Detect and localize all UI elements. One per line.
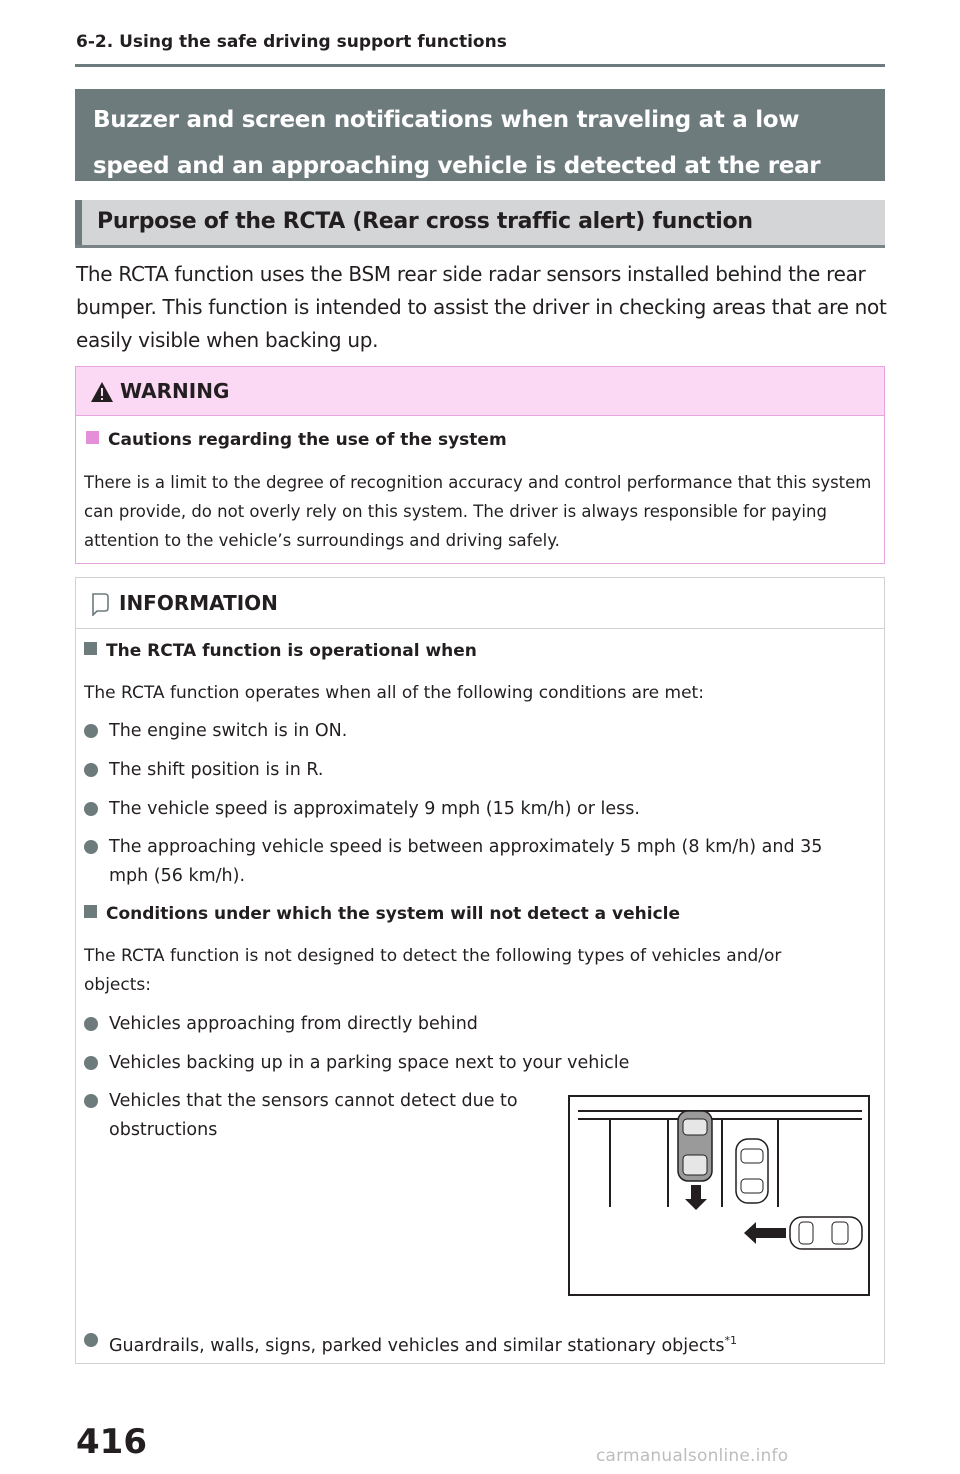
bullet-dot-icon xyxy=(84,724,98,738)
warning-body: There is a limit to the degree of recognition accuracy and control performance that this system can provide, do not overly rely on this system. The driver is always responsible for paying attention to the vehicle’s surroundings and driving safely. xyxy=(84,473,872,550)
bullet-dot-icon xyxy=(84,1333,98,1347)
sub-heading-title: Purpose of the RCTA (Rear cross traffic alert) function xyxy=(97,209,753,234)
square-bullet-icon xyxy=(84,905,97,918)
header-divider xyxy=(75,64,885,67)
rcta-operational-heading: The RCTA function is operational when xyxy=(84,641,477,661)
list-item: Vehicles that the sensors cannot detect due to obstructions xyxy=(84,1087,544,1145)
warning-square-bullet-icon xyxy=(86,431,99,444)
parking-obstruction-illustration xyxy=(568,1095,870,1296)
bullet-dot-icon xyxy=(84,1017,98,1031)
banner-heading xyxy=(75,89,885,181)
bullet-dot-icon xyxy=(84,1056,98,1070)
sub-heading-accent xyxy=(75,200,82,245)
square-bullet-icon xyxy=(84,642,97,655)
page-number: 416 xyxy=(76,1422,147,1462)
list-item: The approaching vehicle speed is between approximately 5 mph (8 km/h) and 35 mph (56 km/h). xyxy=(84,833,854,891)
footnote-mark: *1 xyxy=(724,1334,737,1347)
rcta-operational-intro: The RCTA function operates when all of the following conditions are met: xyxy=(84,683,704,703)
list-item: The vehicle speed is approximately 9 mph (15 km/h) or less. xyxy=(84,795,874,824)
warning-subtitle: Cautions regarding the use of the system xyxy=(86,430,507,450)
approaching-vehicle-icon xyxy=(790,1217,862,1249)
information-note-icon xyxy=(90,592,110,616)
not-detect-heading: Conditions under which the system will not detect a vehicle xyxy=(84,904,680,924)
bullet-dot-icon xyxy=(84,802,98,816)
list-item: The engine switch is in ON. xyxy=(84,717,874,746)
sub-heading xyxy=(75,200,885,248)
bullet-dot-icon xyxy=(84,763,98,777)
list-item: The shift position is in R. xyxy=(84,756,874,785)
watermark: carmanualsonline.info xyxy=(596,1446,789,1466)
banner-title: Buzzer and screen notifications when traveling at a low speed and an approaching vehicle is detected at the rear xyxy=(93,107,821,179)
information-label: INFORMATION xyxy=(119,591,278,615)
section-header: 6-2. Using the safe driving support functions xyxy=(76,32,507,52)
arrow-left-icon xyxy=(744,1222,786,1244)
tall-vehicle-icon xyxy=(678,1111,712,1181)
bullet-dot-icon xyxy=(84,1094,98,1108)
warning-header xyxy=(76,367,884,416)
information-header xyxy=(76,578,884,629)
parking-diagram xyxy=(570,1097,868,1294)
list-item: Vehicles approaching from directly behind xyxy=(84,1010,874,1039)
intro-paragraph: The RCTA function uses the BSM rear side radar sensors installed behind the rear bumper. This function is intended to assist the driver in checking areas that are not easily visible when backing up. xyxy=(76,262,887,352)
list-item: Vehicles backing up in a parking space next to your vehicle xyxy=(84,1049,874,1078)
warning-box xyxy=(75,366,885,564)
arrow-down-icon xyxy=(685,1185,707,1210)
list-item: Guardrails, walls, signs, parked vehicles and similar stationary objects$^{*1}$ xyxy=(84,1326,874,1361)
warning-label: WARNING xyxy=(120,379,230,403)
bullet-dot-icon xyxy=(84,840,98,854)
warning-triangle-icon xyxy=(90,381,114,403)
not-detect-intro: The RCTA function is not designed to detect the following types of vehicles and/or objects: xyxy=(84,946,782,995)
own-vehicle-icon xyxy=(736,1139,768,1203)
